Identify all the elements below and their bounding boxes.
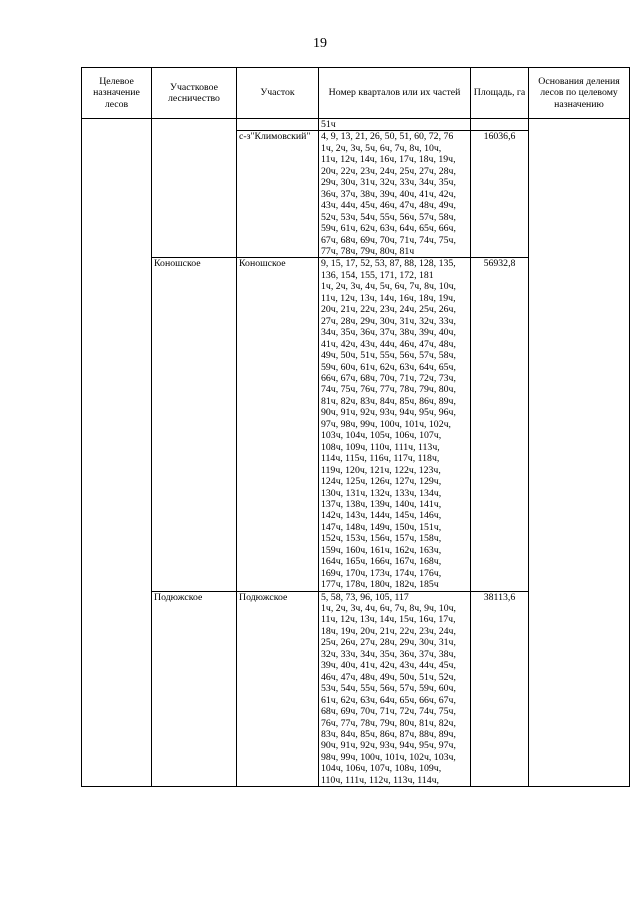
quarters-line: 20ч, 22ч, 23ч, 24ч, 25ч, 27ч, 28ч, [321,165,456,177]
quarters-line: 59ч, 61ч, 62ч, 63ч, 64ч, 65ч, 66ч, [321,223,456,235]
header-forestry: Участковое лесничество [152,68,237,119]
header-plot: Участок [237,68,319,119]
quarters-line: 159ч, 160ч, 161ч, 162ч, 163ч, [321,544,442,556]
quarters-line: 136, 154, 155, 171, 172, 181 [321,269,434,281]
forestry-name: Подюжское [154,591,203,603]
quarters-line: 36ч, 37ч, 38ч, 39ч, 40ч, 41ч, 42ч, [321,188,456,200]
quarters-line: 41ч, 42ч, 43ч, 44ч, 46ч, 47ч, 48ч, [321,338,456,350]
quarters-line: 43ч, 44ч, 45ч, 46ч, 47ч, 48ч, 49ч, [321,200,456,212]
quarters-line: 1ч, 2ч, 3ч, 5ч, 6ч, 7ч, 8ч, 10ч, [321,142,442,154]
quarters-line: 169ч, 170ч, 173ч, 174ч, 176ч, [321,567,442,579]
quarters-cell [319,258,471,591]
quarters-cell [319,131,471,258]
quarters-line: 90ч, 91ч, 92ч, 93ч, 94ч, 95ч, 96ч, [321,407,456,419]
quarters-line: 137ч, 138ч, 139ч, 140ч, 141ч, [321,498,442,510]
plot-name: Коношское [239,258,286,270]
quarters-line: 77ч, 78ч, 79ч, 80ч, 81ч [321,245,415,257]
area-cell [471,131,529,258]
area-cell [471,119,529,131]
quarters-line: 98ч, 99ч, 100ч, 101ч, 102ч, 103ч, [321,751,456,763]
quarters-line: 52ч, 53ч, 54ч, 55ч, 56ч, 57ч, 58ч, [321,211,456,223]
quarters-line: 29ч, 30ч, 31ч, 32ч, 33ч, 34ч, 35ч, [321,177,456,189]
quarters-line: 46ч, 47ч, 48ч, 49ч, 50ч, 51ч, 52ч, [321,671,456,683]
quarters-line: 25ч, 26ч, 27ч, 28ч, 29ч, 30ч, 31ч, [321,637,456,649]
quarters-list [319,258,470,590]
forestry-cell [152,119,237,258]
quarters-line: 110ч, 111ч, 112ч, 113ч, 114ч, [321,774,439,786]
quarters-line: 67ч, 68ч, 69ч, 70ч, 71ч, 74ч, 75ч, [321,234,456,246]
forestry-cell [152,591,237,787]
quarters-line: 53ч, 54ч, 55ч, 56ч, 57ч, 59ч, 60ч, [321,683,456,695]
header-basis: Основания деления лесов по целевому назначению [529,68,630,119]
quarters-line: 103ч, 104ч, 105ч, 106ч, 107ч, [321,430,442,442]
quarters-line: 66ч, 67ч, 68ч, 70ч, 71ч, 72ч, 73ч, [321,372,456,384]
quarters-line: 27ч, 28ч, 29ч, 30ч, 31ч, 32ч, 33ч, [321,315,456,327]
quarters-line: 177ч, 178ч, 180ч, 182ч, 185ч [321,579,439,591]
plot-name: Подюжское [239,591,288,603]
page-number: 19 [313,36,327,51]
purpose-cell [82,119,152,787]
quarters-cell [319,591,471,787]
quarters-line: 147ч, 148ч, 149ч, 150ч, 151ч, [321,521,442,533]
quarters-line: 74ч, 75ч, 76ч, 77ч, 78ч, 79ч, 80ч, [321,384,456,396]
quarters-line: 108ч, 109ч, 110ч, 111ч, 113ч, [321,441,440,453]
header-quarters: Номер кварталов или их частей [319,68,471,119]
quarters-line: 39ч, 40ч, 41ч, 42ч, 43ч, 44ч, 45ч, [321,660,456,672]
plot-cell [237,258,319,591]
table-header-row [82,68,630,119]
quarters-line: 18ч, 19ч, 20ч, 21ч, 22ч, 23ч, 24ч, [321,625,456,637]
plot-cell [237,131,319,258]
quarters-line: 20ч, 21ч, 22ч, 23ч, 24ч, 25ч, 26ч, [321,304,456,316]
forest-division-table [81,67,630,787]
quarters-line: 11ч, 12ч, 14ч, 16ч, 17ч, 18ч, 19ч, [321,154,456,166]
quarters-line: 142ч, 143ч, 144ч, 145ч, 146ч, [321,510,442,522]
quarters-line: 124ч, 125ч, 126ч, 127ч, 129ч, [321,476,442,488]
quarters-line: 1ч, 2ч, 3ч, 4ч, 6ч, 7ч, 8ч, 9ч, 10ч, [321,603,456,615]
header-area: Площадь, га [471,68,529,119]
quarters-line: 51ч [321,119,336,130]
quarters-list [319,119,470,130]
quarters-line: 11ч, 12ч, 13ч, 14ч, 16ч, 18ч, 19ч, [321,292,456,304]
plot-cell [237,591,319,787]
quarters-line: 81ч, 82ч, 83ч, 84ч, 85ч, 86ч, 89ч, [321,395,456,407]
quarters-line: 130ч, 131ч, 132ч, 133ч, 134ч, [321,487,442,499]
quarters-line: 4, 9, 13, 21, 26, 50, 51, 60, 72, 76 [321,131,454,143]
area-cell [471,591,529,787]
quarters-line: 164ч, 165ч, 166ч, 167ч, 168ч, [321,556,442,568]
quarters-line: 59ч, 60ч, 61ч, 62ч, 63ч, 64ч, 65ч, [321,361,456,373]
quarters-line: 34ч, 35ч, 36ч, 37ч, 38ч, 39ч, 40ч, [321,327,456,339]
quarters-line: 9, 15, 17, 52, 53, 87, 88, 128, 135, [321,258,456,270]
forestry-cell [152,258,237,591]
area-value: 56932,8 [483,258,516,270]
quarters-line: 119ч, 120ч, 121ч, 122ч, 123ч, [321,464,441,476]
quarters-line: 61ч, 62ч, 63ч, 64ч, 65ч, 66ч, 67ч, [321,694,456,706]
quarters-line: 104ч, 106ч, 107ч, 108ч, 109ч, [321,763,442,775]
quarters-line: 1ч, 2ч, 3ч, 4ч, 5ч, 6ч, 7ч, 8ч, 10ч, [321,281,456,293]
quarters-list [319,592,470,787]
header-purpose: Целевое назначение лесов [82,68,152,119]
quarters-line: 114ч, 115ч, 116ч, 117ч, 118ч, [321,453,440,465]
quarters-line: 97ч, 98ч, 99ч, 100ч, 101ч, 102ч, [321,418,451,430]
table-row [82,119,630,131]
quarters-line: 76ч, 77ч, 78ч, 79ч, 80ч, 81ч, 82ч, [321,717,456,729]
plot-name: с-з"Климовский" [239,131,311,143]
quarters-line: 83ч, 84ч, 85ч, 86ч, 87ч, 88ч, 89ч, [321,729,456,741]
forestry-name: Коношское [154,258,201,270]
quarters-line: 11ч, 12ч, 13ч, 14ч, 15ч, 16ч, 17ч, [321,614,456,626]
plot-cell [237,119,319,131]
quarters-line: 49ч, 50ч, 51ч, 55ч, 56ч, 57ч, 58ч, [321,350,456,362]
quarters-line: 5, 58, 73, 96, 105, 117 [321,591,409,603]
quarters-line: 68ч, 69ч, 70ч, 71ч, 72ч, 74ч, 75ч, [321,706,456,718]
quarters-line: 32ч, 33ч, 34ч, 35ч, 36ч, 37ч, 38ч, [321,648,456,660]
area-cell [471,258,529,591]
quarters-line: 152ч, 153ч, 156ч, 157ч, 158ч, [321,533,442,545]
quarters-list [319,131,470,257]
quarters-cell [319,119,471,131]
area-value: 38113,6 [483,591,516,603]
quarters-line: 90ч, 91ч, 92ч, 93ч, 94ч, 95ч, 97ч, [321,740,456,752]
basis-cell [529,119,630,787]
area-value: 16036,6 [483,131,516,143]
